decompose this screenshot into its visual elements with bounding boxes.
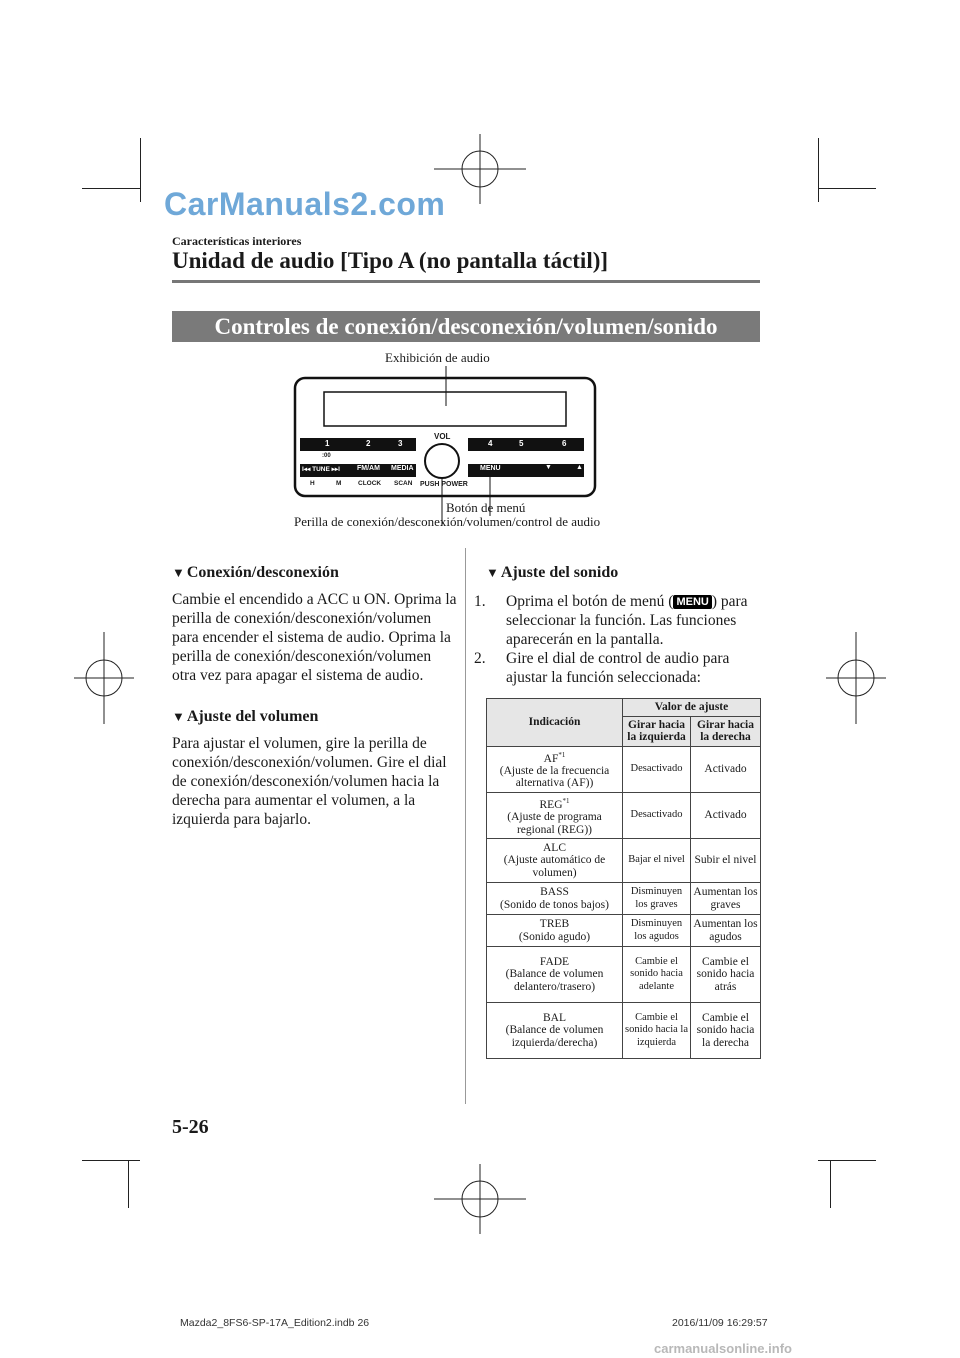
row-desc: (Sonido agudo): [518, 930, 591, 943]
triangle-icon: ▼: [172, 565, 185, 580]
cell-left: Disminuyen los graves: [623, 883, 691, 915]
power-paragraph: Cambie el encendido a ACC u ON. Oprima la perilla de conexión/desconexión/volumen para encender el sistema de audio. Oprima la perilla de conexión/desconexión/volumen otra vez para apagar el sistema de audio.: [172, 591, 457, 684]
colon-label: :00: [322, 453, 331, 459]
cell-indicacion: [487, 746, 623, 792]
cell-left: Cambie el sonido hacia adelante: [623, 947, 691, 1003]
heading-sound: ▼ Ajuste del sonido: [486, 564, 619, 581]
clock-label: CLOCK: [358, 480, 382, 487]
row-code: BAL: [543, 1011, 566, 1024]
table-row: [487, 947, 761, 1003]
heading-volume: ▼ Ajuste del volumen: [172, 708, 319, 725]
row-code: TREB: [539, 918, 570, 931]
triangle-icon: ▼: [172, 709, 185, 724]
cell-left: Cambie el sonido hacia la izquierda: [623, 1003, 691, 1059]
cell-right: Cambie el sonido hacia atrás: [691, 947, 761, 1003]
table-row: [487, 839, 761, 883]
label-power-knob: Perilla de conexión/desconexión/volumen/control de audio: [294, 514, 601, 529]
row-code: ALC: [543, 841, 566, 854]
row-code: BASS: [540, 886, 569, 899]
menu-key-icon: MENU: [673, 595, 711, 609]
section-banner: Controles de conexión/desconexión/volumen/sonido: [172, 311, 760, 342]
volume-paragraph: Para ajustar el volumen, gire la perilla de conexión/desconexión/volumen. Gire el dial de conexión/desconexión/volumen hacia la derecha para aumentar el volumen, a la izquierda para bajarlo.: [172, 735, 447, 828]
registration-mark-left: [74, 632, 134, 724]
radio-illustration: [290, 366, 600, 526]
row-code: REG: [539, 798, 563, 811]
fm-am-button[interactable]: FM/AM: [357, 465, 380, 472]
footnote-mark: *1: [562, 796, 570, 805]
table-row: [487, 1003, 761, 1059]
preset-4[interactable]: 4: [488, 439, 493, 448]
preset-1[interactable]: 1: [325, 439, 330, 448]
vol-label: VOL: [434, 432, 451, 441]
label-audio-display: Exhibición de audio: [385, 350, 490, 365]
tune-button[interactable]: I◂◂ TUNE ▸▸I: [302, 466, 340, 473]
settings-table: [486, 698, 761, 1059]
h-label: H: [310, 480, 315, 487]
row-desc: (Sonido de tonos bajos): [500, 898, 609, 911]
cell-indicacion: [487, 792, 623, 838]
row-code: FADE: [539, 955, 570, 968]
table-row: [487, 746, 761, 792]
label-menu-button: Botón de menú: [446, 500, 526, 515]
row-desc: (Ajuste automático de volumen): [503, 854, 606, 879]
row-desc: (Ajuste de programa regional (REG)): [507, 811, 602, 836]
row-desc: (Balance de volumen delantero/trasero): [505, 968, 604, 993]
preset-5[interactable]: 5: [519, 439, 524, 448]
preset-2[interactable]: 2: [366, 439, 371, 448]
cell-indicacion: [487, 839, 623, 883]
header-valor: Valor de ajuste: [623, 699, 761, 717]
heading-power: ▼ Conexión/desconexión: [172, 564, 339, 581]
sound-steps: [474, 592, 764, 687]
footer-file: Mazda2_8FS6-SP-17A_Edition2.indb 26: [180, 1317, 370, 1329]
registration-mark-bottom: [434, 1164, 526, 1234]
page-number: 5-26: [172, 1116, 209, 1138]
cell-right: Activado: [691, 746, 761, 792]
row-code: AF: [543, 752, 559, 765]
media-button[interactable]: MEDIA: [391, 465, 414, 472]
cell-left: Desactivado: [623, 792, 691, 838]
cell-indicacion: [487, 915, 623, 947]
footnote-mark: *1: [558, 750, 566, 759]
column-divider: [465, 548, 466, 1104]
header-right: Girar hacia la derecha: [691, 716, 761, 746]
cell-right: Aumentan los graves: [691, 883, 761, 915]
menu-button[interactable]: MENU: [480, 465, 501, 472]
cell-right: Cambie el sonido hacia la derecha: [691, 1003, 761, 1059]
header-indicacion: Indicación: [487, 699, 623, 747]
preset-6[interactable]: 6: [562, 439, 567, 448]
cell-indicacion: [487, 883, 623, 915]
cell-right: Aumentan los agudos: [691, 915, 761, 947]
push-power-label: PUSH POWER: [420, 481, 468, 488]
table-row: [487, 792, 761, 838]
breadcrumb: Características interiores: [172, 234, 302, 248]
cell-left: Desactivado: [623, 746, 691, 792]
page-title: Unidad de audio [Tipo A (no pantalla táctil)]: [172, 248, 609, 273]
down-button[interactable]: ▼: [545, 464, 552, 471]
row-desc: (Balance de volumen izquierda/derecha): [505, 1024, 604, 1049]
footer-date: 2016/11/09 16:29:57: [672, 1317, 768, 1329]
scan-label: SCAN: [394, 480, 413, 487]
table-row: [487, 883, 761, 915]
step-1: 1. Oprima el botón de menú ( MENU ) para seleccionar la función. Las funciones aparecerán en la pantalla.: [474, 593, 748, 648]
triangle-icon: ▼: [486, 565, 499, 580]
step-2: 2. Gire el dial de control de audio para ajustar la función seleccionada:: [474, 650, 730, 686]
header-left: Girar hacia la izquierda: [623, 716, 691, 746]
cell-right: Activado: [691, 792, 761, 838]
title-rule: [172, 280, 760, 283]
row-desc: (Ajuste de la frecuencia alternativa (AF)): [499, 764, 610, 790]
watermark-bottom: carmanualsonline.info: [654, 1341, 792, 1356]
cell-indicacion: [487, 1003, 623, 1059]
cell-indicacion: [487, 947, 623, 1003]
cell-left: Bajar el nivel: [623, 839, 691, 883]
preset-3[interactable]: 3: [398, 439, 403, 448]
up-button[interactable]: ▲: [576, 464, 583, 471]
cell-left: Disminuyen los agudos: [623, 915, 691, 947]
watermark-logo: CarManuals2.com: [164, 186, 446, 222]
registration-mark-right: [826, 632, 886, 724]
cell-right: Subir el nivel: [691, 839, 761, 883]
registration-mark-top: [434, 134, 526, 204]
m-label: M: [336, 480, 342, 487]
table-row: [487, 915, 761, 947]
